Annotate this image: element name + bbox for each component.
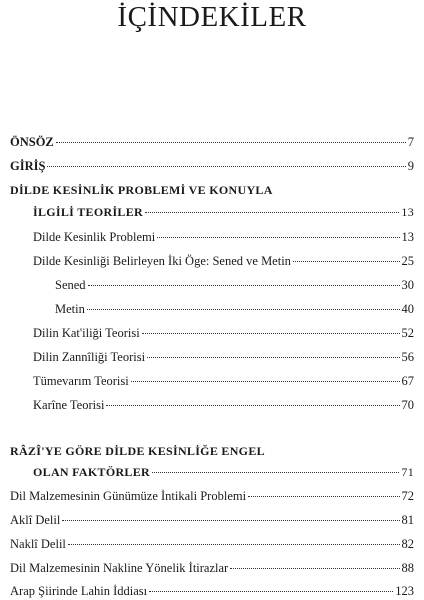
toc-entry-page: 70 [401,398,414,412]
toc-entry-label: ÖNSÖZ [10,135,54,149]
toc-entry-label: Naklî Delil [10,537,66,551]
dot-leader [87,309,400,310]
toc-entry-label: Dilde Kesinliği Belirleyen İki Öge: Sened ve Metin [33,254,291,268]
toc-entry-label: Aklî Delil [10,513,61,527]
toc-entry-label: İLGİLİ TEORİLER [33,205,143,219]
toc-section-heading-line1: DİLDE KESİNLİK PROBLEMİ VE KONUYLA [10,183,273,197]
toc-entry-onsoz[interactable] [10,134,414,150]
toc-entry-page: 13 [401,205,414,219]
toc-entry[interactable] [10,583,414,599]
toc-section-heading-line1: RÂZÎ'YE GÖRE DİLDE KESİNLİĞE ENGEL [10,444,265,458]
toc-entry-page: 72 [401,489,414,503]
dot-leader [68,544,400,545]
dot-leader [230,568,399,569]
toc-entry-page: 71 [401,465,414,479]
toc-entry[interactable] [33,397,414,413]
toc-entry-page: 9 [407,159,414,173]
toc-entry-label: Dilin Kat'iliği Teorisi [33,326,140,340]
toc-entry[interactable] [33,325,414,341]
toc-entry-label: Dilde Kesinlik Problemi [33,230,156,244]
toc-entry-page: 13 [401,230,414,244]
toc-entry-label: Sened [55,278,86,292]
dot-leader [47,166,405,167]
dot-leader [248,496,399,497]
toc-entry-label: Karîne Teorisi [33,398,105,412]
toc-entry-label: Dilin Zannîliği Teorisi [33,350,146,364]
toc-entry-page: 82 [401,537,414,551]
toc-entry-label: Arap Şiirinde Lahin İddiası [10,584,148,598]
toc-entry-label: Dil Malzemesinin Günümüze İntikali Problemi [10,489,247,503]
dot-leader [157,237,399,238]
dot-leader [145,212,399,213]
toc-entry[interactable] [55,277,414,293]
dot-leader [62,520,399,521]
toc-entry[interactable] [33,373,414,389]
dot-leader [293,261,400,262]
dot-leader [147,357,399,358]
toc-entry-page: 30 [401,278,414,292]
toc-entry-page: 123 [395,584,414,598]
toc-section-heading[interactable] [33,204,414,220]
toc-entry-label: Tümevarım Teorisi [33,374,129,388]
toc-entry[interactable] [33,253,414,269]
dot-leader [131,381,400,382]
dot-leader [88,285,400,286]
toc-entry[interactable] [10,536,414,552]
toc-entry[interactable] [33,229,414,245]
toc-entry[interactable] [10,560,414,576]
dot-leader [142,333,400,334]
toc-entry-page: 7 [407,135,414,149]
toc-entry-giris[interactable] [10,158,414,174]
toc-entry-page: 81 [401,513,414,527]
toc-entry-page: 67 [401,374,414,388]
dot-leader [152,472,399,473]
dot-leader [106,405,399,406]
toc-entry-label: GİRİŞ [10,159,46,173]
toc-entry-page: 52 [401,326,414,340]
toc-entry-label: OLAN FAKTÖRLER [33,465,150,479]
toc-entry-page: 88 [401,561,414,575]
toc-entry-page: 40 [401,302,414,316]
toc-entry-page: 25 [401,254,414,268]
toc-entry-label: Dil Malzemesinin Nakline Yönelik İtirazlar [10,561,229,575]
toc-entry-label: Metin [55,302,85,316]
toc-entry[interactable] [33,349,414,365]
toc-entry[interactable] [10,512,414,528]
toc-entry[interactable] [55,301,414,317]
page-title: İÇİNDEKİLER [117,1,307,33]
dot-leader [149,591,393,592]
dot-leader [56,142,406,143]
toc-entry-page: 56 [401,350,414,364]
toc-entry[interactable] [10,488,414,504]
toc-section-heading[interactable] [33,464,414,480]
